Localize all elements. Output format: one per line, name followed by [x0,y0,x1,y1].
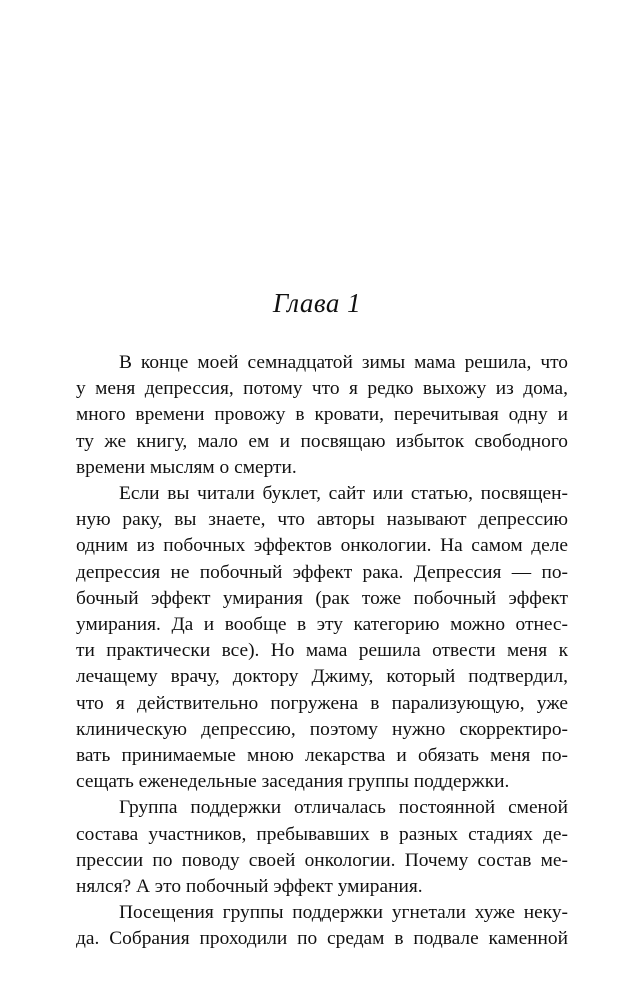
body-text [76,350,568,953]
text-line: Посещения группы поддержки угнетали хуже неку- [119,902,568,924]
text-line: нялся? А это побочный эффект умирания. [76,876,423,898]
paragraph-4 [76,900,568,952]
text-line: ти практически все). Но мама решила отвести меня к [76,640,568,662]
chapter-title: Глава 1 [272,288,362,318]
text-line: В конце моей семнадцатой зимы мама решила, что [119,352,568,373]
text-line: бочный эффект умирания (рак тоже побочный эффект [76,587,568,609]
text-line: прессии по поводу своей онкологии. Почему состав ме- [76,849,568,871]
text-line: одним из побочных эффектов онкологии. На самом деле [76,535,568,557]
text-line: депрессия не побочный эффект рака. Депрессия — по- [76,561,568,583]
text-line: да. Собрания проходили по средам в подвале каменной [76,928,568,950]
text-line: времени мыслям о смерти. [76,456,297,478]
paragraph-2 [76,481,568,795]
paragraph-1 [76,350,568,481]
text-line: ту же книгу, мало ем и посвящаю избыток свободного [76,430,568,452]
text-line: умирания. Да и вообще в эту категорию можно отнес- [76,614,568,636]
text-line: много времени провожу в кровати, перечитывая одну и [76,404,568,426]
text-line: Группа поддержки отличалась постоянной сменой [119,797,568,819]
text-line: вать принимаемые мною лекарства и обязать меня по- [76,745,568,767]
text-line: состава участников, пребывавших в разных стадиях де- [76,823,568,845]
text-line: Если вы читали буклет, сайт или статью, посвящен- [119,483,568,505]
text-line: у меня депрессия, потому что я редко выхожу из дома, [76,378,568,400]
paragraph-3 [76,795,568,900]
text-line: лечащему врачу, доктору Джиму, который подтвердил, [76,666,568,688]
text-line: клиническую депрессию, поэтому нужно скорректиро- [76,718,568,740]
text-line: ную раку, вы знаете, что авторы называют депрессию [76,509,568,531]
text-line: что я действительно погружена в парализующую, уже [76,692,568,714]
text-line: сещать еженедельные заседания группы поддержки. [76,771,510,793]
